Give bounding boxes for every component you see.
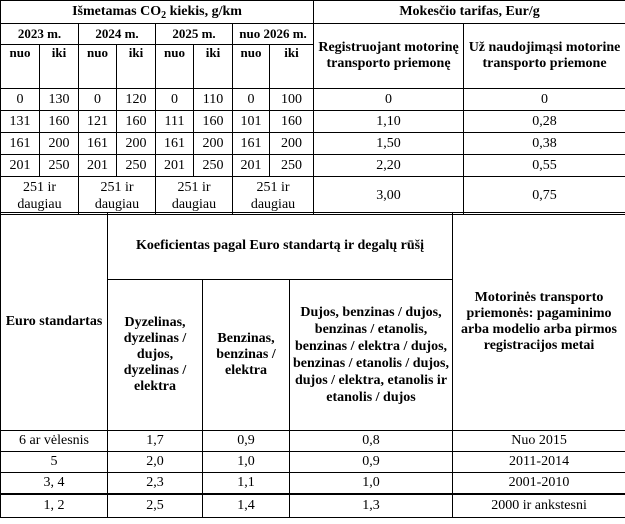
co2-cell-251-2023: 251 ir daugiau	[1, 177, 79, 215]
co2-cell: 201	[1, 155, 40, 177]
diesel-coef-cell: 2,3	[108, 473, 203, 495]
table-row	[1, 89, 625, 111]
mixed-coef-cell: 1,3	[290, 494, 453, 518]
diesel-coef-cell: 1,7	[108, 431, 203, 452]
use-tariff-cell: 0,55	[464, 155, 625, 177]
use-tariff-cell: 0,28	[464, 111, 625, 133]
co2-cell: 0	[156, 89, 194, 111]
co2-cell: 250	[117, 155, 156, 177]
from-label: nuo	[1, 45, 40, 89]
from-label: nuo	[156, 45, 194, 89]
euro-coefficient-table	[0, 212, 625, 518]
year-header-2024: 2024 m.	[79, 24, 156, 45]
co2-cell: 160	[117, 111, 156, 133]
euro-cell: 5	[1, 452, 108, 473]
to-label: iki	[117, 45, 156, 89]
fuel-diesel-header: Dyzelinas, dyzelinas / dujos, dyzelinas / elektra	[108, 280, 203, 431]
table-row	[1, 431, 625, 452]
table-row	[1, 452, 625, 473]
diesel-coef-cell: 2,0	[108, 452, 203, 473]
co2-cell: 130	[40, 89, 79, 111]
from-label: nuo	[233, 45, 270, 89]
co2-cell: 201	[79, 155, 117, 177]
co2-cell: 161	[1, 133, 40, 155]
petrol-coef-cell: 1,4	[203, 494, 290, 518]
coefficient-header: Koeficientas pagal Euro standartą ir degalų rūšį	[108, 213, 453, 280]
co2-cell: 160	[270, 111, 314, 133]
co2-cell: 121	[79, 111, 117, 133]
euro-standard-header: Euro standartas	[1, 213, 108, 431]
co2-emission-header: Išmetamas $CO_2$ kiekis, g/km	[1, 1, 314, 24]
co2-cell: 100	[270, 89, 314, 111]
year-header-2023: 2023 m.	[1, 24, 79, 45]
to-label: iki	[194, 45, 233, 89]
co2-cell-251-2024: 251 ir daugiau	[79, 177, 156, 215]
petrol-coef-cell: 0,9	[203, 431, 290, 452]
co2-cell: 0	[1, 89, 40, 111]
co2-cell: 120	[117, 89, 156, 111]
euro-cell: 6 ar vėlesnis	[1, 431, 108, 452]
table-row	[1, 155, 625, 177]
register-tariff-cell: 1,10	[314, 111, 464, 133]
register-tariff-cell: 3,00	[314, 177, 464, 215]
mixed-coef-cell: 1,0	[290, 473, 453, 495]
co2-cell: 201	[156, 155, 194, 177]
co2-cell: 200	[117, 133, 156, 155]
co2-tariff-table	[0, 0, 625, 215]
co2-cell: 0	[79, 89, 117, 111]
year-header-2025: 2025 m.	[156, 24, 233, 45]
co2-cell-251-2025: 251 ir daugiau	[156, 177, 233, 215]
diesel-coef-cell: 2,5	[108, 494, 203, 518]
to-label: iki	[270, 45, 314, 89]
col-register-header: Registruojant motorinę transporto priemonę	[314, 24, 464, 89]
co2-cell: 161	[233, 133, 270, 155]
table-row	[1, 177, 625, 215]
co2-cell: 200	[194, 133, 233, 155]
table-row	[1, 133, 625, 155]
co2-cell: 160	[40, 111, 79, 133]
co2-cell: 250	[194, 155, 233, 177]
mixed-coef-cell: 0,9	[290, 452, 453, 473]
vehicle-year-header: Motorinės transporto priemonės: pagaminimo arba modelio arba pirmos registracijos metai	[453, 213, 625, 431]
co2-cell: 250	[270, 155, 314, 177]
year-cell: 2000 ir ankstesni	[453, 494, 625, 518]
to-label: iki	[40, 45, 79, 89]
co2-cell: 201	[233, 155, 270, 177]
co2-cell-251-2026: 251 ir daugiau	[233, 177, 314, 215]
year-cell: 2011-2014	[453, 452, 625, 473]
year-cell: 2001-2010	[453, 473, 625, 495]
table-row	[1, 494, 625, 518]
co2-cell: 131	[1, 111, 40, 133]
use-tariff-cell: 0,75	[464, 177, 625, 215]
mixed-coef-cell: 0,8	[290, 431, 453, 452]
fuel-mixed-header: Dujos, benzinas / dujos, benzinas / etanolis, benzinas / elektra / dujos, benzinas / etanolis / dujos, dujos / elektra, etanolis ir etanolis / dujos	[290, 280, 453, 431]
co2-cell: 250	[40, 155, 79, 177]
use-tariff-cell: 0,38	[464, 133, 625, 155]
euro-cell: 1, 2	[1, 494, 108, 518]
co2-cell: 160	[194, 111, 233, 133]
year-header-2026: nuo 2026 m.	[233, 24, 314, 45]
use-tariff-cell: 0	[464, 89, 625, 111]
fuel-petrol-header: Benzinas, benzinas / elektra	[203, 280, 290, 431]
euro-cell: 3, 4	[1, 473, 108, 495]
table-row	[1, 111, 625, 133]
register-tariff-cell: 1,50	[314, 133, 464, 155]
co2-cell: 0	[233, 89, 270, 111]
register-tariff-cell: 2,20	[314, 155, 464, 177]
tariff-header: Mokesčio tarifas, Eur/g	[314, 1, 625, 24]
register-tariff-cell: 0	[314, 89, 464, 111]
table-row	[1, 473, 625, 495]
col-use-header: Už naudojimąsi motorine transporto priemone	[464, 24, 625, 89]
co2-cell: 110	[194, 89, 233, 111]
co2-cell: 101	[233, 111, 270, 133]
co2-cell: 200	[40, 133, 79, 155]
from-label: nuo	[79, 45, 117, 89]
co2-cell: 161	[79, 133, 117, 155]
petrol-coef-cell: 1,0	[203, 452, 290, 473]
petrol-coef-cell: 1,1	[203, 473, 290, 495]
co2-cell: 200	[270, 133, 314, 155]
year-cell: Nuo 2015	[453, 431, 625, 452]
co2-cell: 111	[156, 111, 194, 133]
co2-cell: 161	[156, 133, 194, 155]
